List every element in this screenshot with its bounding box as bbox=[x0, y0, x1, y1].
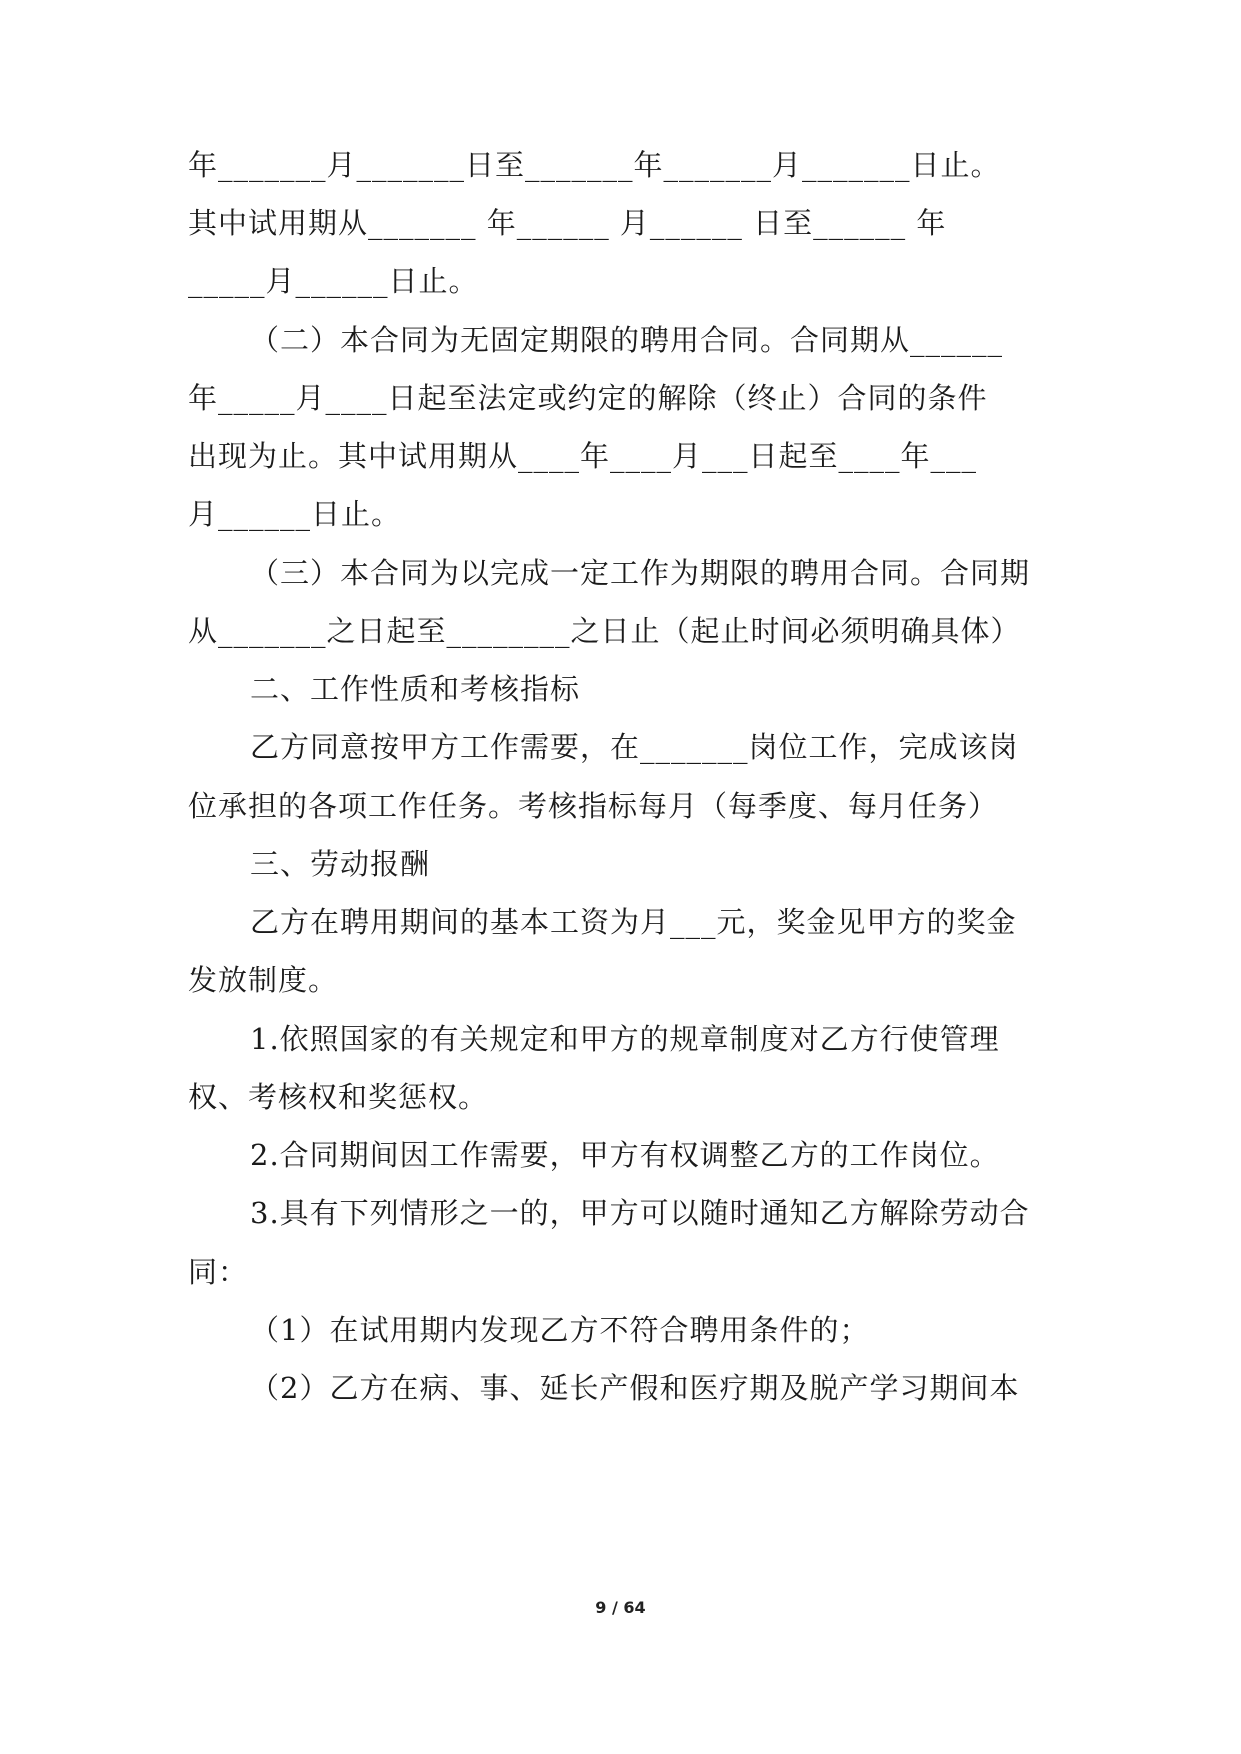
text-line: 其中试用期从_______ 年______ 月______ 日至______ 年 bbox=[188, 206, 947, 240]
text-line: （三）本合同为以完成一定工作为期限的聘用合同。合同期 bbox=[250, 556, 1031, 590]
text-line: 乙方在聘用期间的基本工资为月___元，奖金见甲方的奖金 bbox=[250, 905, 1017, 939]
list-item: （2）乙方在病、事、延长产假和医疗期及脱产学习期间本 bbox=[250, 1371, 1020, 1405]
text-line: 年_______月_______日至_______年_______月_______日止。 bbox=[188, 148, 1001, 182]
text-line: 年_____月____日起至法定或约定的解除（终止）合同的条件 bbox=[188, 381, 988, 415]
page-number: 9 / 64 bbox=[595, 1598, 646, 1617]
list-item: 2.合同期间因工作需要，甲方有权调整乙方的工作岗位。 bbox=[250, 1138, 1000, 1172]
text-line: 发放制度。 bbox=[188, 963, 339, 997]
section-heading: 二、工作性质和考核指标 bbox=[250, 672, 581, 706]
text-line: _____月______日止。 bbox=[188, 264, 479, 298]
text-line: 乙方同意按甲方工作需要，在_______岗位工作，完成该岗 bbox=[250, 730, 1019, 764]
text-line: 月______日止。 bbox=[188, 497, 402, 531]
text-line: （二）本合同为无固定期限的聘用合同。合同期从______ bbox=[250, 323, 1004, 357]
text-line: 从_______之日起至________之日止（起止时间必须明确具体） bbox=[188, 614, 1021, 648]
text-line: 出现为止。其中试用期从____年____月___日起至____年___ bbox=[188, 439, 978, 473]
list-item: （1）在试用期内发现乙方不符合聘用条件的； bbox=[250, 1313, 870, 1347]
section-heading: 三、劳动报酬 bbox=[250, 847, 431, 881]
text-line: 权、考核权和奖惩权。 bbox=[188, 1080, 489, 1114]
text-line: 位承担的各项工作任务。考核指标每月（每季度、每月任务） bbox=[188, 789, 999, 823]
list-item: 3.具有下列情形之一的，甲方可以随时通知乙方解除劳动合 bbox=[250, 1196, 1030, 1230]
list-item: 1.依照国家的有关规定和甲方的规章制度对乙方行使管理 bbox=[250, 1022, 1000, 1056]
text-line: 同： bbox=[188, 1255, 249, 1289]
